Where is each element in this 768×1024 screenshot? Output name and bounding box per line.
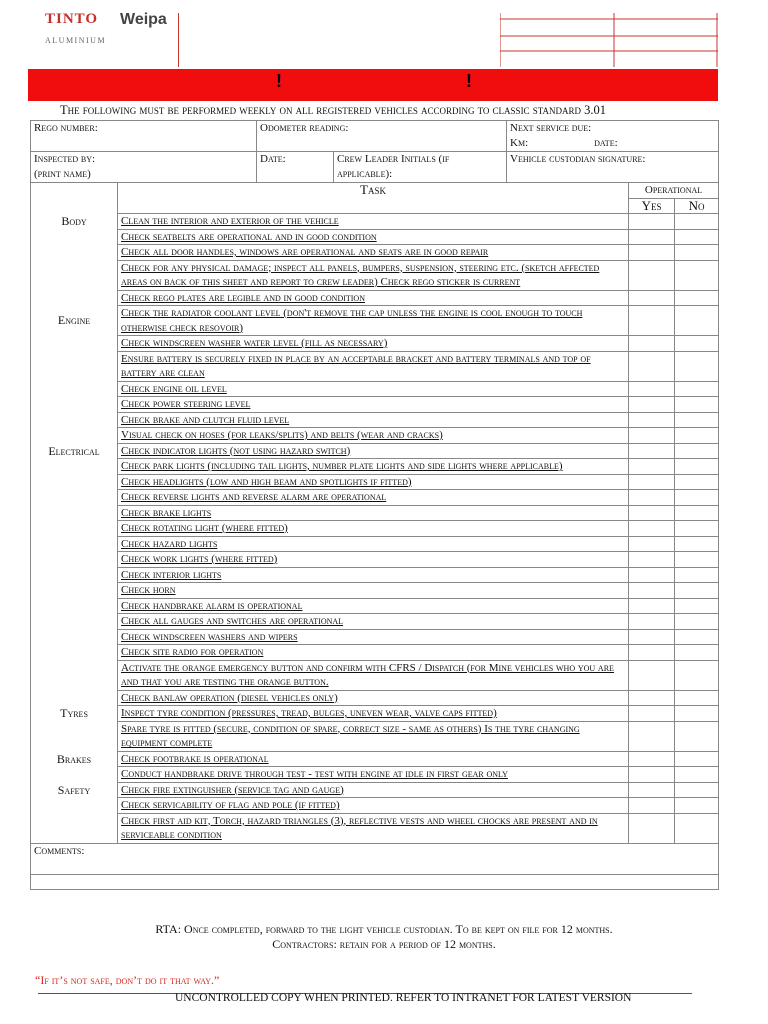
contractors-note: Contractors: retain for a period of 12 months. [272, 937, 496, 951]
category-cell: Brakes [31, 751, 118, 767]
no-header: No [675, 198, 719, 214]
no-checkbox[interactable] [675, 767, 719, 783]
table-row [31, 536, 719, 552]
task-cell: Inspect tyre condition (pressures, tread, bulges, uneven wear, valve caps fitted) [118, 706, 629, 722]
header-red-band [28, 69, 718, 101]
yes-checkbox[interactable] [629, 351, 675, 381]
no-checkbox[interactable] [675, 459, 719, 475]
table-row [31, 214, 719, 230]
yes-checkbox[interactable] [629, 505, 675, 521]
category-cell [31, 813, 118, 843]
yes-checkbox[interactable] [629, 260, 675, 290]
category-cell [31, 260, 118, 290]
category-cell [31, 521, 118, 537]
no-checkbox[interactable] [675, 813, 719, 843]
no-checkbox[interactable] [675, 598, 719, 614]
next-service-field[interactable] [507, 121, 719, 152]
yes-checkbox[interactable] [629, 721, 675, 751]
yes-checkbox[interactable] [629, 567, 675, 583]
odometer-label: Odometer reading: [260, 122, 349, 134]
yes-checkbox[interactable] [629, 336, 675, 352]
yes-checkbox[interactable] [629, 474, 675, 490]
table-row [31, 351, 719, 381]
yes-checkbox[interactable] [629, 813, 675, 843]
yes-checkbox[interactable] [629, 629, 675, 645]
yes-checkbox[interactable] [629, 536, 675, 552]
task-cell: Check handbrake alarm is operational [118, 598, 629, 614]
category-cell [31, 598, 118, 614]
info-row-1 [31, 121, 719, 152]
yes-checkbox[interactable] [629, 443, 675, 459]
intro-text: The following must be performed weekly on all registered vehicles according to classic standard 3.01 [60, 103, 606, 117]
header-grid [500, 13, 718, 67]
table-row [31, 505, 719, 521]
task-cell: Visual check on hoses (for leaks/splits) and belts (wear and cracks) [118, 428, 629, 444]
next-service-label: Next service due: [510, 122, 592, 134]
task-cell: Check engine oil level [118, 381, 629, 397]
table-row [31, 645, 719, 661]
no-checkbox[interactable] [675, 490, 719, 506]
table-row [31, 767, 719, 783]
yes-checkbox[interactable] [629, 598, 675, 614]
category-header [31, 183, 118, 214]
category-cell [31, 428, 118, 444]
category-cell [31, 767, 118, 783]
checklist-table [30, 120, 719, 890]
task-cell: Check for any physical damage; inspect all panels, bumpers, suspension, steering etc. (sketch affected areas on back of this sheet and report to crew leader) Check rego sticker is current [118, 260, 629, 290]
no-checkbox[interactable] [675, 690, 719, 706]
no-checkbox[interactable] [675, 536, 719, 552]
yes-checkbox[interactable] [629, 660, 675, 690]
date-field[interactable] [257, 152, 334, 183]
no-checkbox[interactable] [675, 229, 719, 245]
yes-checkbox[interactable] [629, 214, 675, 230]
warning-mark-1: ! [276, 71, 282, 91]
task-cell: Conduct handbrake drive through test - test with engine at idle in first gear only [118, 767, 629, 783]
no-checkbox[interactable] [675, 798, 719, 814]
no-checkbox[interactable] [675, 505, 719, 521]
category-cell [31, 397, 118, 413]
category-cell: Engine [31, 306, 118, 336]
task-cell: Check site radio for operation [118, 645, 629, 661]
table-row [31, 721, 719, 751]
yes-checkbox[interactable] [629, 645, 675, 661]
category-cell [31, 336, 118, 352]
category-cell [31, 474, 118, 490]
table-row [31, 690, 719, 706]
task-cell: Check footbrake is operational [118, 751, 629, 767]
no-checkbox[interactable] [675, 751, 719, 767]
inspected-by-label: Inspected by: [34, 153, 96, 165]
table-row [31, 229, 719, 245]
table-row [31, 614, 719, 630]
category-cell [31, 721, 118, 751]
operational-header: Operational [629, 183, 719, 199]
task-cell: Check servicability of flag and pole (if fitted) [118, 798, 629, 814]
category-cell [31, 412, 118, 428]
task-cell: Check indicator lights (not using hazard switch) [118, 443, 629, 459]
category-cell: Tyres [31, 706, 118, 722]
task-cell: Check park lights (including tail lights, number plate lights and side lights where applicable) [118, 459, 629, 475]
warning-mark-2: ! [466, 71, 472, 91]
uncontrolled-copy-notice: UNCONTROLLED COPY WHEN PRINTED. REFER TO INTRANET FOR LATEST VERSION [175, 992, 632, 1004]
category-cell [31, 245, 118, 261]
safety-slogan: “If it’s not safe, don’t do it that way.” [35, 973, 220, 987]
yes-checkbox[interactable] [629, 552, 675, 568]
table-row [31, 706, 719, 722]
task-cell: Ensure battery is securely fixed in place by an acceptable bracket and battery terminals and top of battery are clean [118, 351, 629, 381]
task-cell: Check brake and clutch fluid level [118, 412, 629, 428]
crew-leader-field[interactable] [334, 152, 507, 183]
yes-checkbox[interactable] [629, 706, 675, 722]
table-row [31, 336, 719, 352]
no-checkbox[interactable] [675, 381, 719, 397]
no-checkbox[interactable] [675, 706, 719, 722]
table-row [31, 567, 719, 583]
service-date-label: date: [594, 136, 618, 149]
table-row [31, 552, 719, 568]
table-row [31, 583, 719, 599]
task-cell: Check windscreen washers and wipers [118, 629, 629, 645]
category-cell [31, 629, 118, 645]
task-header-row-1 [31, 183, 719, 199]
table-row [31, 412, 719, 428]
no-checkbox[interactable] [675, 397, 719, 413]
rego-label: Rego number: [34, 122, 98, 134]
no-checkbox[interactable] [675, 629, 719, 645]
task-cell: Clean the interior and exterior of the vehicle [118, 214, 629, 230]
task-cell: Check horn [118, 583, 629, 599]
no-checkbox[interactable] [675, 567, 719, 583]
no-checkbox[interactable] [675, 306, 719, 336]
yes-checkbox[interactable] [629, 290, 675, 306]
no-checkbox[interactable] [675, 721, 719, 751]
task-cell: Check first aid kit, Torch, hazard triangles (3), reflective vests and wheel chocks are present and in serviceable condition [118, 813, 629, 843]
yes-checkbox[interactable] [629, 412, 675, 428]
comments-line [31, 874, 719, 889]
yes-checkbox[interactable] [629, 751, 675, 767]
category-cell [31, 536, 118, 552]
task-cell: Check banlaw operation (diesel vehicles only) [118, 690, 629, 706]
no-checkbox[interactable] [675, 245, 719, 261]
task-cell: Spare tyre is fitted (secure, condition of spare, correct size - same as others) Is the tyre changing equipment complete [118, 721, 629, 751]
print-name-label: (print name) [34, 167, 91, 180]
category-cell [31, 505, 118, 521]
yes-checkbox[interactable] [629, 381, 675, 397]
table-row [31, 428, 719, 444]
table-row [31, 490, 719, 506]
category-cell [31, 229, 118, 245]
table-row [31, 306, 719, 336]
no-checkbox[interactable] [675, 351, 719, 381]
no-checkbox[interactable] [675, 428, 719, 444]
km-label: Km: [510, 136, 529, 149]
comments-field[interactable]: Comments: [31, 843, 719, 874]
task-cell: Check rego plates are legible and in good condition [118, 290, 629, 306]
odometer-field[interactable] [257, 121, 507, 152]
category-cell: Body [31, 214, 118, 230]
task-cell: Check all gauges and switches are operational [118, 614, 629, 630]
task-cell: Check work lights (where fitted) [118, 552, 629, 568]
crew-leader-label: Crew Leader Initials (if applicable): [337, 153, 450, 180]
yes-checkbox[interactable] [629, 229, 675, 245]
footer-instructions [0, 922, 768, 952]
no-checkbox[interactable] [675, 336, 719, 352]
task-cell: Check hazard lights [118, 536, 629, 552]
yes-checkbox[interactable] [629, 306, 675, 336]
table-row [31, 813, 719, 843]
task-cell: Check reverse lights and reverse alarm are operational [118, 490, 629, 506]
category-cell [31, 583, 118, 599]
table-row [31, 629, 719, 645]
category-cell [31, 459, 118, 475]
yes-checkbox[interactable] [629, 782, 675, 798]
category-cell [31, 290, 118, 306]
task-cell: Check all door handles, windows are operational and seats are in good repair [118, 245, 629, 261]
task-cell: Check headlights (low and high beam and spotlights if fitted) [118, 474, 629, 490]
no-checkbox[interactable] [675, 521, 719, 537]
category-cell [31, 552, 118, 568]
document-header [28, 13, 718, 101]
yes-checkbox[interactable] [629, 428, 675, 444]
category-cell [31, 490, 118, 506]
task-cell: Check power steering level [118, 397, 629, 413]
category-cell [31, 351, 118, 381]
no-checkbox[interactable] [675, 260, 719, 290]
comments-line-cell[interactable] [31, 874, 719, 889]
category-cell [31, 690, 118, 706]
yes-checkbox[interactable] [629, 459, 675, 475]
no-checkbox[interactable] [675, 660, 719, 690]
category-cell: Electrical [31, 443, 118, 459]
table-row [31, 521, 719, 537]
no-checkbox[interactable] [675, 782, 719, 798]
brand-sub: ALUMINIUM [45, 36, 107, 45]
table-row [31, 660, 719, 690]
category-cell [31, 660, 118, 690]
info-row-2 [31, 152, 719, 183]
task-cell: Check fire extinguisher (service tag and gauge) [118, 782, 629, 798]
table-row [31, 290, 719, 306]
no-checkbox[interactable] [675, 614, 719, 630]
no-checkbox[interactable] [675, 443, 719, 459]
table-row [31, 381, 719, 397]
task-header: Task [118, 183, 629, 214]
task-cell: Check windscreen washer water level (fill as necessary) [118, 336, 629, 352]
table-row [31, 397, 719, 413]
no-checkbox[interactable] [675, 583, 719, 599]
yes-checkbox[interactable] [629, 245, 675, 261]
date-label: Date: [260, 153, 286, 165]
yes-checkbox[interactable] [629, 798, 675, 814]
category-cell [31, 614, 118, 630]
task-cell: Check seatbelts are operational and in good condition [118, 229, 629, 245]
yes-checkbox[interactable] [629, 521, 675, 537]
table-row [31, 459, 719, 475]
table-row [31, 474, 719, 490]
table-row [31, 443, 719, 459]
custodian-label: Vehicle custodian signature: [510, 153, 646, 165]
category-cell: Safety [31, 782, 118, 798]
yes-checkbox[interactable] [629, 490, 675, 506]
no-checkbox[interactable] [675, 645, 719, 661]
yes-checkbox[interactable] [629, 614, 675, 630]
no-checkbox[interactable] [675, 214, 719, 230]
yes-checkbox[interactable] [629, 767, 675, 783]
table-row [31, 751, 719, 767]
no-checkbox[interactable] [675, 474, 719, 490]
inspected-by-field[interactable] [31, 152, 257, 183]
category-cell [31, 567, 118, 583]
custodian-field[interactable] [507, 152, 719, 183]
task-cell: Check the radiator coolant level (don't remove the cap unless the engine is cool enough to touch otherwise check resovoir) [118, 306, 629, 336]
table-row [31, 260, 719, 290]
yes-checkbox[interactable] [629, 397, 675, 413]
task-cell: Check rotating light (where fitted) [118, 521, 629, 537]
rta-note: RTA: Once completed, forward to the light vehicle custodian. To be kept on file for 12 months. [155, 922, 613, 936]
comments-row [31, 843, 719, 874]
site-name: Weipa [120, 11, 167, 28]
no-checkbox[interactable] [675, 552, 719, 568]
brand-name: TINTO [45, 11, 99, 27]
no-checkbox[interactable] [675, 412, 719, 428]
table-row [31, 798, 719, 814]
table-row [31, 598, 719, 614]
logo [28, 13, 179, 67]
task-cell: Check interior lights [118, 567, 629, 583]
table-row [31, 245, 719, 261]
rego-field[interactable] [31, 121, 257, 152]
yes-header: Yes [629, 198, 675, 214]
category-cell [31, 381, 118, 397]
no-checkbox[interactable] [675, 290, 719, 306]
category-cell [31, 798, 118, 814]
table-row [31, 782, 719, 798]
yes-checkbox[interactable] [629, 690, 675, 706]
yes-checkbox[interactable] [629, 583, 675, 599]
category-cell [31, 645, 118, 661]
task-cell: Check brake lights [118, 505, 629, 521]
task-cell: Activate the orange emergency button and confirm with CFRS / Dispatch (for Mine vehicles who you are and that you are testing the orange button. [118, 660, 629, 690]
